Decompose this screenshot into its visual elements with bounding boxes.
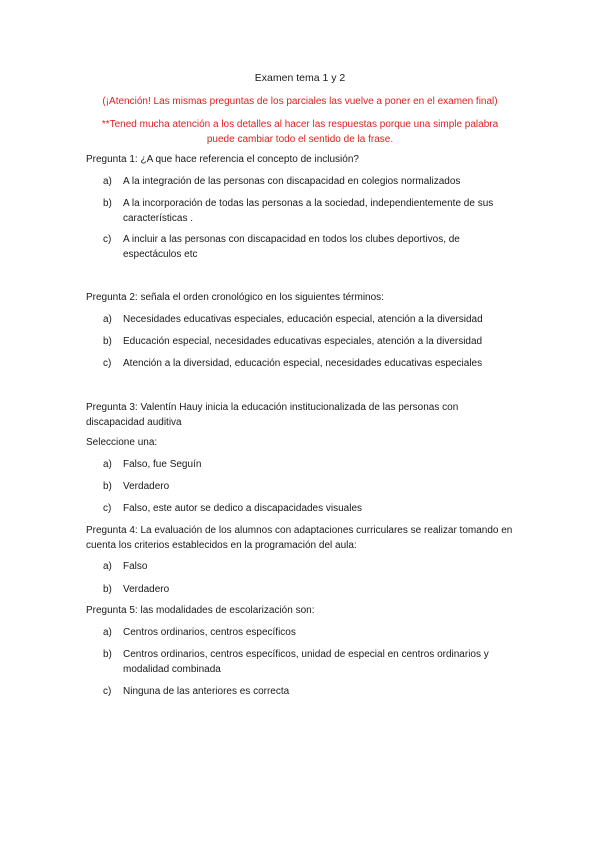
option-text: A la incorporación de todas las personas a la sociedad, independientemente de sus características . xyxy=(123,198,494,224)
q4-option-b xyxy=(103,582,508,597)
note-text: **Tened mucha atención a los detalles al hacer las respuestas porque una simple palabra puede cambiar todo el sentido de la frase. xyxy=(101,119,499,145)
q2-option-c xyxy=(103,356,508,371)
option-letter: b) xyxy=(103,336,112,347)
option-letter: a) xyxy=(103,459,112,470)
option-letter: a) xyxy=(103,176,112,187)
option-letter: b) xyxy=(103,481,112,492)
option-text: Centros ordinarios, centros específicos, unidad de especial en centros ordinarios y modalidad combinada xyxy=(123,649,489,675)
q2-option-b xyxy=(103,334,508,349)
q5-option-c xyxy=(103,684,508,699)
option-text: Necesidades educativas especiales, educación especial, atención a la diversidad xyxy=(123,314,483,325)
q1-option-c xyxy=(103,232,508,262)
question-3: Pregunta 3: Valentín Hauy inicia la educación institucionalizada de las personas con discapacidad auditiva xyxy=(86,402,459,428)
option-letter: c) xyxy=(103,686,112,697)
option-letter: b) xyxy=(103,649,112,660)
option-letter: c) xyxy=(103,234,112,245)
option-text: Atención a la diversidad, educación especial, necesidades educativas especiales xyxy=(123,358,483,369)
option-letter: a) xyxy=(103,561,112,572)
option-text: Verdadero xyxy=(123,481,170,492)
option-letter: b) xyxy=(103,584,112,595)
q4-option-a xyxy=(103,559,508,574)
option-letter: c) xyxy=(103,358,112,369)
q1-option-a xyxy=(103,174,508,189)
q2-option-a xyxy=(103,312,508,327)
option-text: Verdadero xyxy=(123,584,170,595)
q3-option-a xyxy=(103,457,508,472)
option-text: A la integración de las personas con discapacidad en colegios normalizados xyxy=(123,176,461,187)
exam-title: Examen tema 1 y 2 xyxy=(254,72,346,84)
q3-option-c xyxy=(103,501,508,516)
option-text: Falso xyxy=(123,561,148,572)
option-text: Ninguna de las anteriores es correcta xyxy=(123,686,290,697)
warning-text: (¡Atención! Las mismas preguntas de los parciales las vuelve a poner en el examen final) xyxy=(102,96,498,107)
q5-option-a xyxy=(103,625,508,640)
question-5: Pregunta 5: las modalidades de escolarización son: xyxy=(86,605,315,616)
option-text: Educación especial, necesidades educativas especiales, atención a la diversidad xyxy=(123,336,483,347)
option-letter: b) xyxy=(103,198,112,209)
option-letter: a) xyxy=(103,314,112,325)
q3-option-b xyxy=(103,479,508,494)
q5-option-b xyxy=(103,647,508,677)
select-one-label: Seleccione una: xyxy=(86,437,158,448)
q1-option-b xyxy=(103,196,508,226)
option-text: Falso, este autor se dedico a discapacidades visuales xyxy=(123,503,363,514)
question-2: Pregunta 2: señala el orden cronológico en los siguientes términos: xyxy=(86,292,384,303)
option-text: A incluir a las personas con discapacidad en todos los clubes deportivos, de espectáculos etc xyxy=(123,234,460,260)
question-4: Pregunta 4: La evaluación de los alumnos con adaptaciones curriculares se realizar tomando en cuenta los criterios establecidos en la programación del aula: xyxy=(86,525,513,551)
option-letter: a) xyxy=(103,627,112,638)
option-letter: c) xyxy=(103,503,112,514)
option-text: Centros ordinarios, centros específicos xyxy=(123,627,296,638)
question-1: Pregunta 1: ¿A que hace referencia el concepto de inclusión? xyxy=(86,154,359,165)
option-text: Falso, fue Seguín xyxy=(123,459,202,470)
